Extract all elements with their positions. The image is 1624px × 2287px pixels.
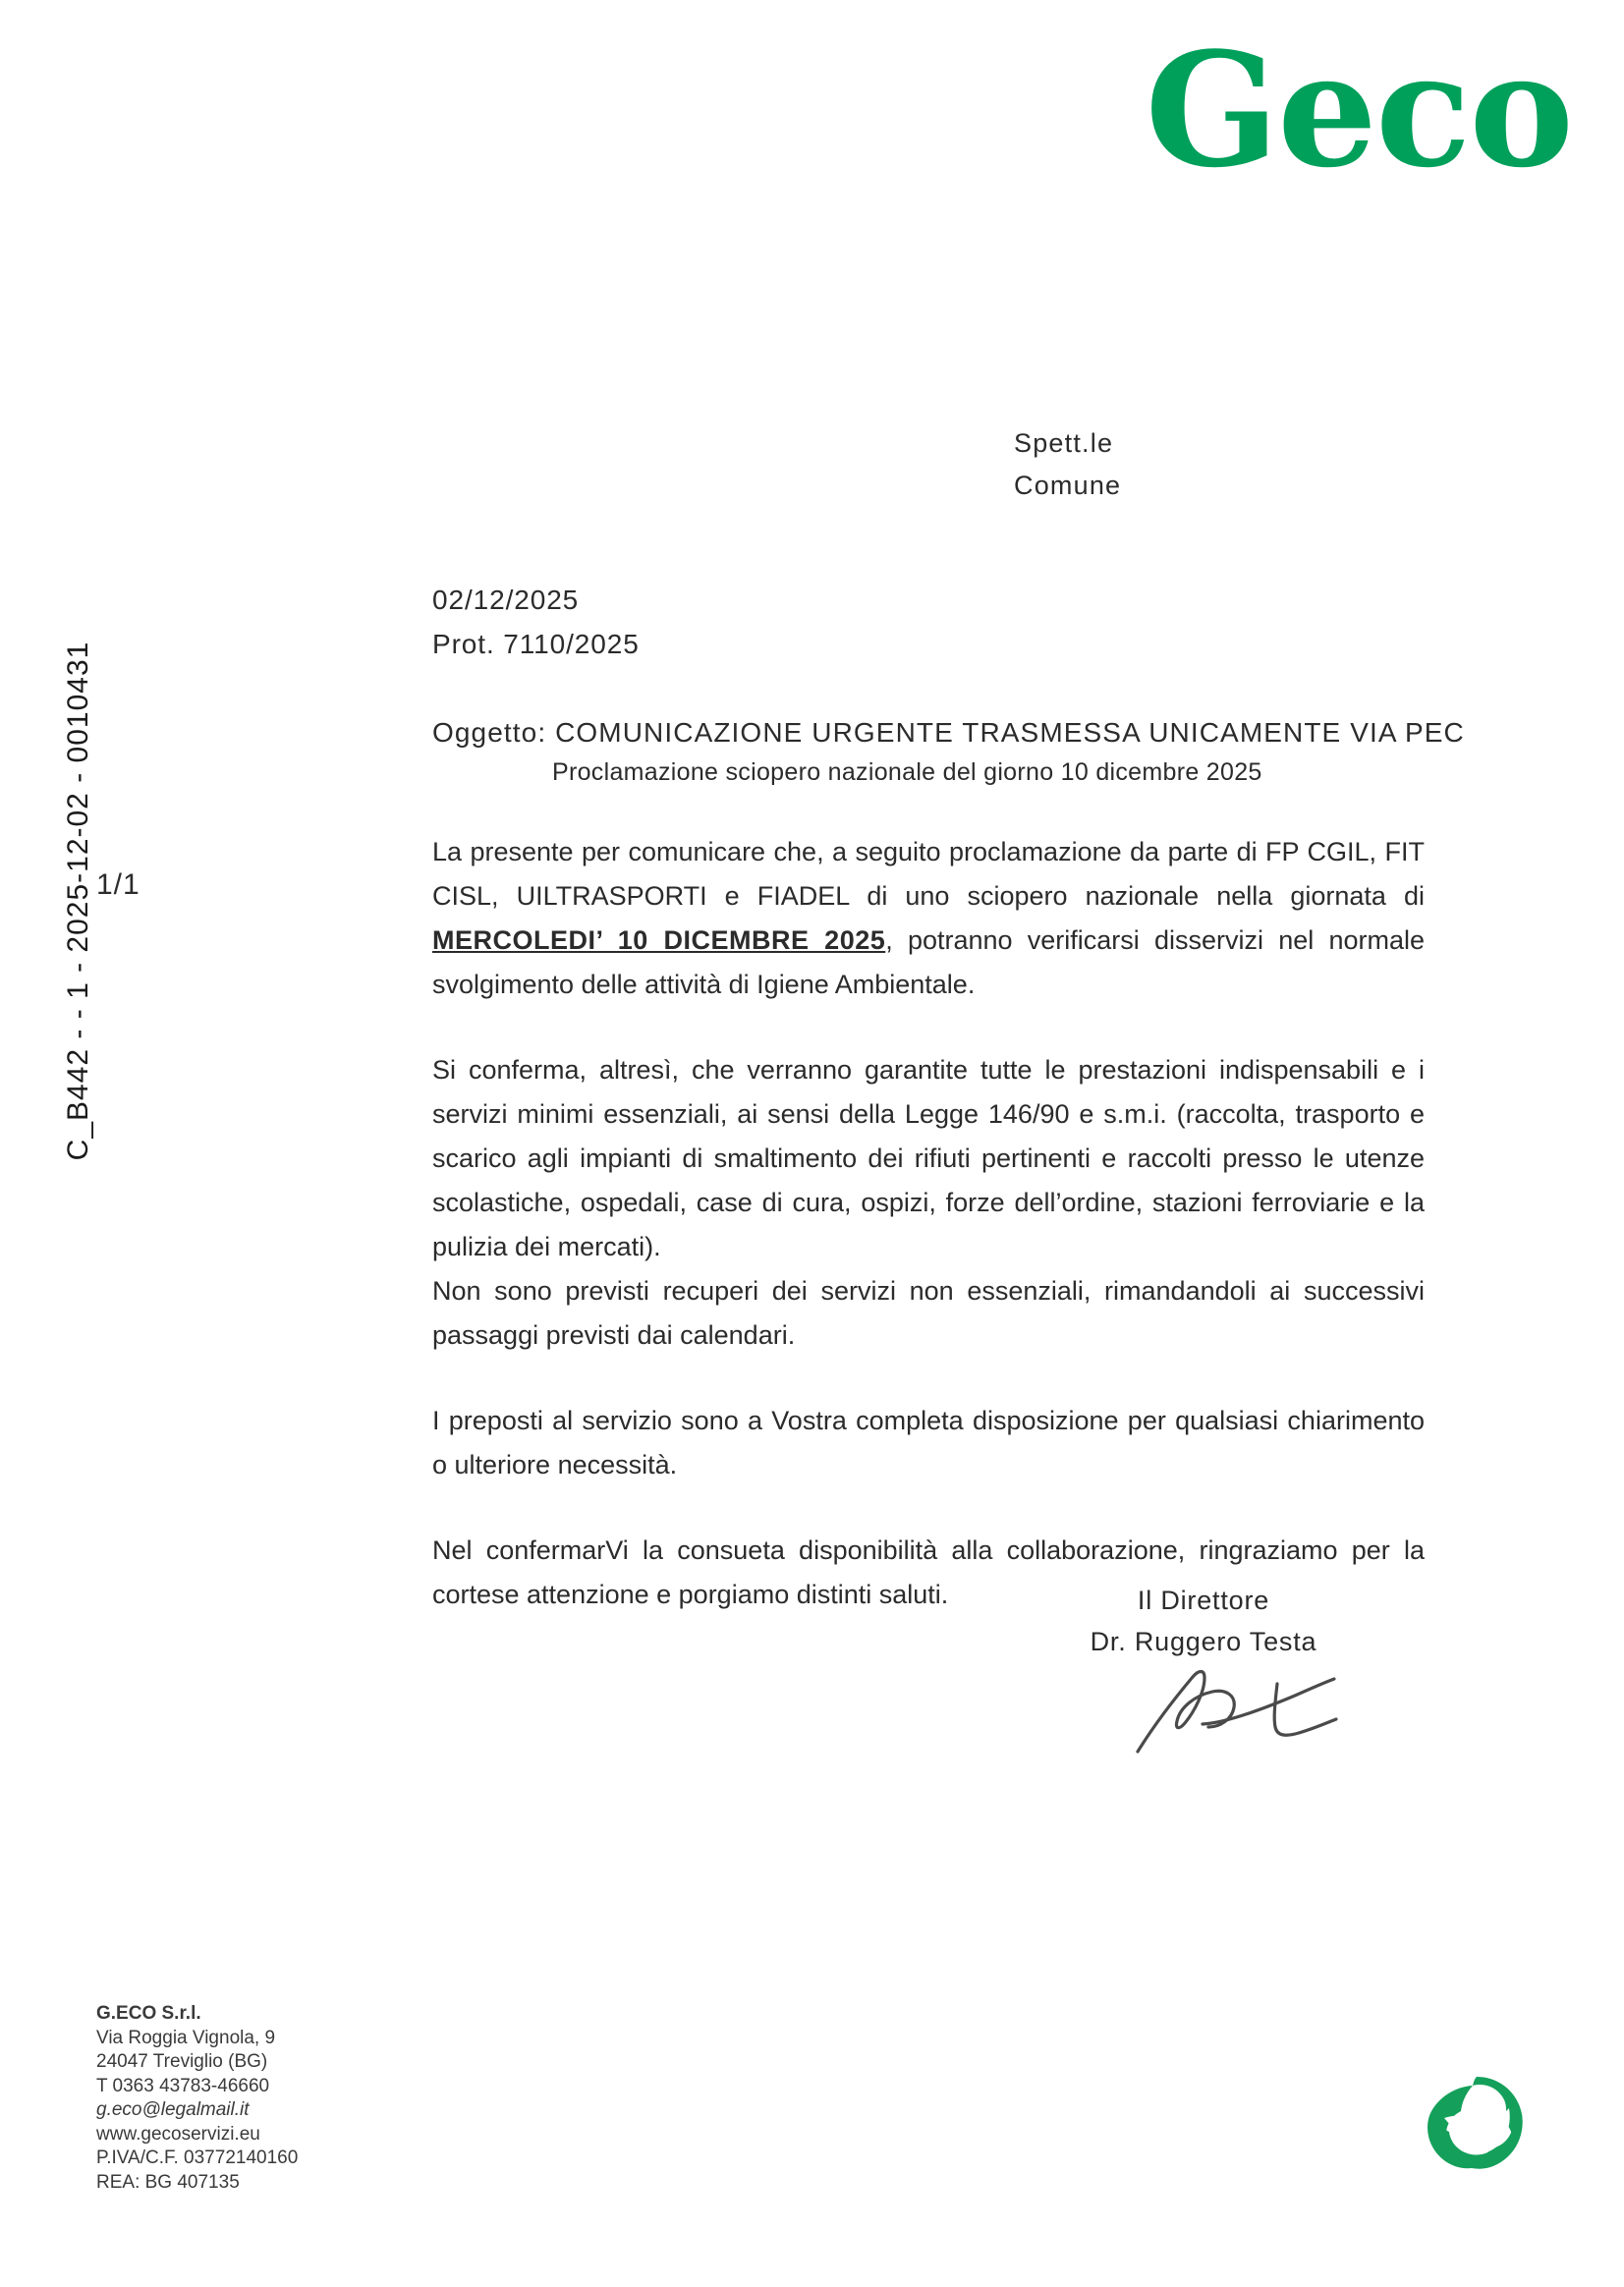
signature-name: Dr. Ruggero Testa	[1090, 1627, 1317, 1656]
body-paragraph-1	[432, 830, 1425, 1007]
footer-website[interactable]: www.gecoservizi.eu	[96, 2123, 260, 2145]
footer-rea: REA: BG 407135	[96, 2171, 240, 2193]
body-paragraph-2: Si conferma, altresì, che verranno garantite tutte le prestazioni indispensabili e i servizi minimi essenziali, ai sensi della Legge 146/90 e s.m.i. (raccolta, trasporto e scarico agli impianti di smaltimento dei rifiuti pertinenti e raccolti presso le utenze scolastiche, ospedali, case di cura, ospizi, forze dell’ordine, stazioni ferroviarie e la pulizia dei mercati).	[432, 1055, 1425, 1261]
strike-date-emphasis: MERCOLEDI’ 10 DICEMBRE 2025	[432, 925, 886, 955]
page-indicator: 1/1	[96, 868, 140, 901]
subject-label: Oggetto:	[432, 717, 547, 748]
signature-role: Il Direttore	[1137, 1586, 1270, 1615]
subject-title: COMUNICAZIONE URGENTE TRASMESSA UNICAMENTE VIA PEC	[555, 717, 1465, 748]
footer-company-name: G.ECO S.r.l.	[96, 2003, 201, 2024]
recipient-line-2: Comune	[1014, 471, 1122, 500]
paragraph-1-text-before: La presente per comunicare che, a seguito proclamazione da parte di FP CGIL, FIT CISL, UILTRASPORTI e FIADEL di uno sciopero nazionale nella giornata di	[432, 837, 1425, 911]
recipient-line-1: Spett.le	[1014, 428, 1114, 458]
letter-body	[432, 830, 1425, 1658]
subject-line	[432, 717, 1465, 749]
date-protocol-block	[432, 578, 640, 666]
recipient-block	[1014, 422, 1121, 507]
signature-block	[982, 1580, 1425, 1662]
footer-vat: P.IVA/C.F. 03772140160	[96, 2148, 299, 2168]
document-date: 02/12/2025	[432, 585, 580, 615]
body-paragraph-3: Non sono previsti recuperi dei servizi non essenziali, rimandandoli ai successivi passaggi previsti dai calendari.	[432, 1276, 1425, 1350]
footer-phone: T 0363 43783-46660	[96, 2075, 270, 2096]
body-paragraph-5: Nel confermarVi la consueta disponibilità alla collaborazione, ringraziamo per la cortese attenzione e porgiamo distinti saluti.	[432, 1535, 1425, 1609]
document-protocol: Prot. 7110/2025	[432, 629, 640, 659]
footer-company-details	[96, 2002, 298, 2195]
footer-address: Via Roggia Vignola, 9	[96, 2027, 276, 2048]
geco-leaf-triskelion-icon	[1423, 2071, 1531, 2179]
subject-block	[432, 717, 1465, 787]
subject-subtitle: Proclamazione sciopero nazionale del giorno 10 dicembre 2025	[552, 758, 1262, 786]
footer-email[interactable]: g.eco@legalmail.it	[96, 2099, 250, 2120]
handwritten-signature-icon	[1130, 1658, 1356, 1761]
paragraph-1-text-after: , potranno verificarsi disservizi nel normale svolgimento delle attività di Igiene Ambientale.	[432, 925, 1425, 999]
protocol-stamp-vertical: C_B442 - - 1 - 2025-12-02 - 0010431	[62, 641, 94, 1161]
geco-logo-wordmark: Geco	[1145, 18, 1572, 202]
body-paragraph-4: I preposti al servizio sono a Vostra completa disposizione per qualsiasi chiarimento o ulteriore necessità.	[432, 1406, 1425, 1479]
footer-city: 24047 Treviglio (BG)	[96, 2051, 268, 2072]
